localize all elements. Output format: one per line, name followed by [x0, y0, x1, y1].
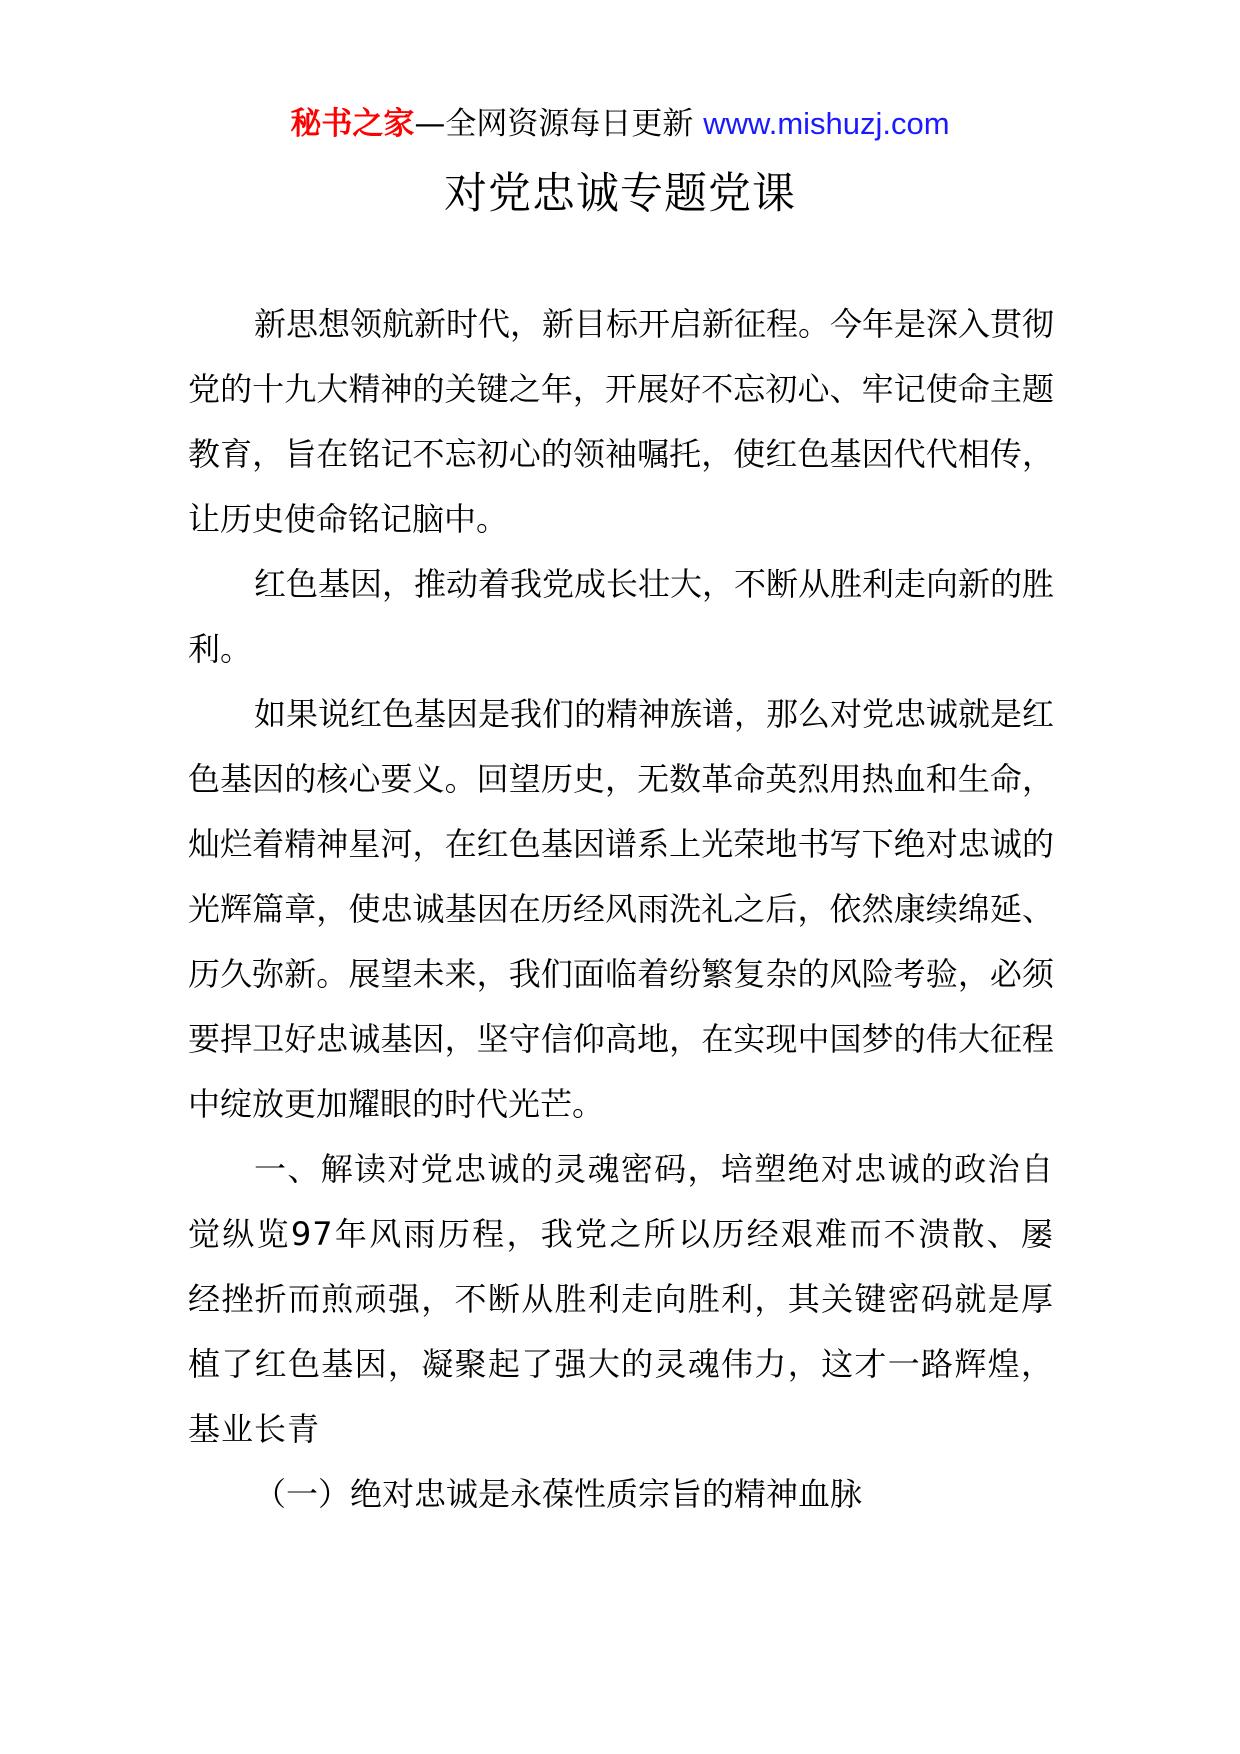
document-body	[188, 292, 1054, 1527]
document-title: 对党忠诚专题党课	[444, 169, 796, 219]
header-tagline: —全网资源每日更新	[414, 106, 704, 142]
subsection-heading-1: （一）绝对忠诚是永葆性质宗旨的精神血脉	[254, 1475, 863, 1513]
site-url: www.mishuzj.com	[703, 106, 950, 141]
paragraph-intro: 新思想领航新时代，新目标开启新征程。今年是深入贯彻党的十九大精神的关键之年，开展好不忘初心、牢记使命主题教育，旨在铭记不忘初心的领袖嘱托，使红色基因代代相传，让历史使命铭记脑中。	[188, 305, 1055, 538]
site-header	[0, 102, 1240, 146]
paragraph-loyalty: 如果说红色基因是我们的精神族谱，那么对党忠诚就是红色基因的核心要义。回望历史，无数革命英烈用热血和生命，灿烂着精神星河，在红色基因谱系上光荣地书写下绝对忠诚的光辉篇章，使忠诚基因在历经风雨洗礼之后，依然康续绵延、历久弥新。展望未来，我们面临着纷繁复杂的风险考验，必须要捍卫好忠诚基因，坚守信仰高地，在实现中国梦的伟大征程中绽放更加耀眼的时代光芒。	[188, 695, 1055, 1123]
paragraph-red-gene: 红色基因，推动着我党成长壮大，不断从胜利走向新的胜利。	[188, 565, 1055, 668]
section-heading-1: 一、解读对党忠诚的灵魂密码，培塑绝对忠诚的政治自觉纵览97年风雨历程，我党之所以历经艰难而不溃散、屡经挫折而煎顽强，不断从胜利走向胜利，其关键密码就是厚植了红色基因，凝聚起了强大的灵魂伟力，这才一路辉煌，基业长青	[188, 1150, 1054, 1448]
brand-name: 秘书之家	[290, 106, 415, 142]
